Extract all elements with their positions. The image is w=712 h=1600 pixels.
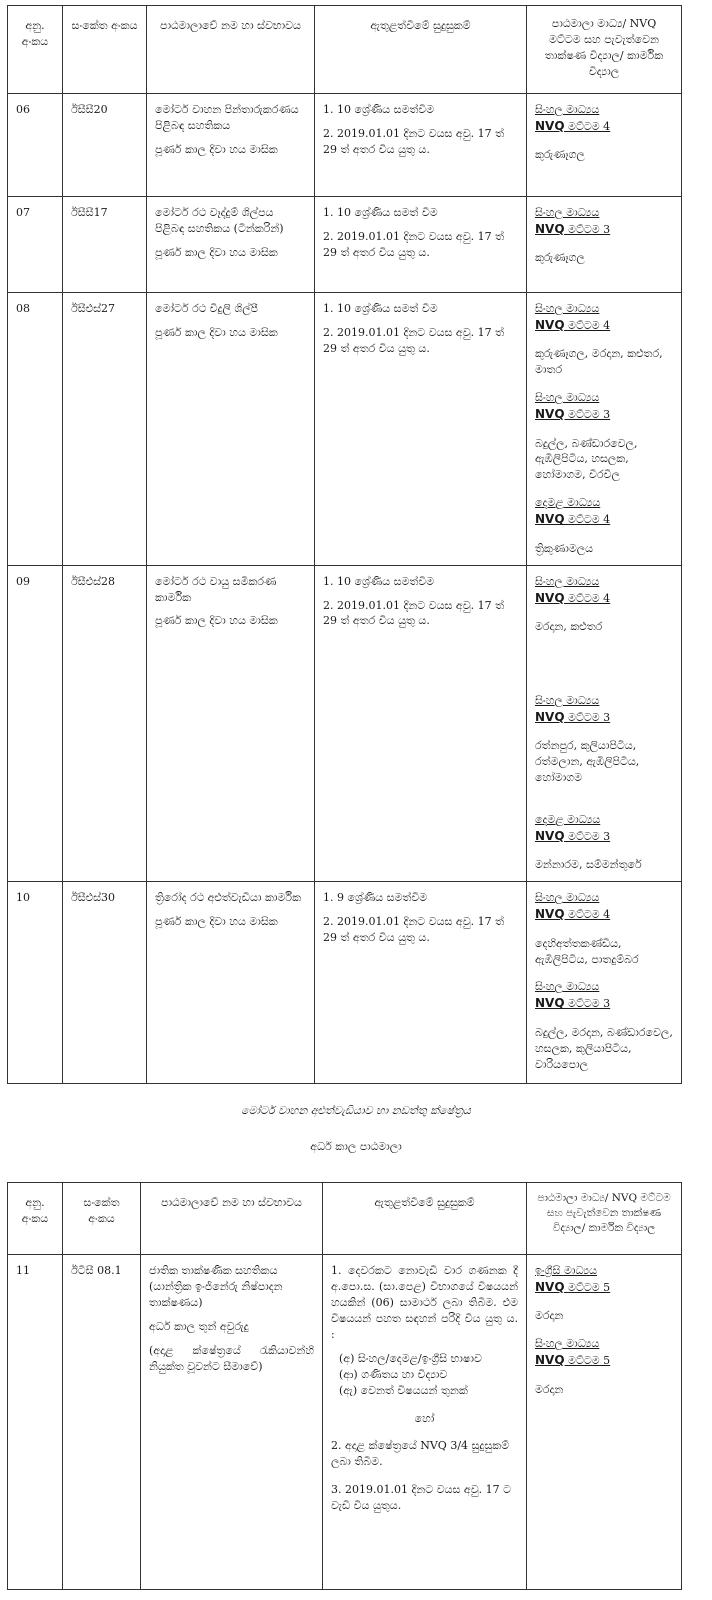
qualification-2: 2. 2019.01.01 දිනට වයස අවු. 17 ත් 29 ත් අතර විය යුතු ය. — [323, 229, 505, 259]
nvq-label: NVQ — [535, 1279, 565, 1294]
course-cell — [147, 293, 315, 566]
course-cell — [147, 197, 315, 293]
course-note: (අදාළ ක්ෂේත්‍රයේ රැකියාවන්හි නියුක්ත වූවන්ට සීමාවේ) — [149, 1343, 314, 1373]
nvq-label: NVQ — [535, 590, 565, 605]
qualifications-cell — [315, 94, 527, 197]
qualification-1b: (ආ) ගණිතය හා විද්‍යාව — [339, 1367, 448, 1381]
medium-label: සිංහල මාධ්‍යය — [535, 1337, 600, 1351]
medium-label: ඉංග්‍රීසි මාධ්‍යය — [535, 1264, 598, 1277]
course-name: ජාතික තාක්ෂණික සහතිකය (යාන්ත්‍රික ඉංජිනේරු නිෂ්පාදන තාක්ෂණය) — [149, 1264, 283, 1309]
medium-label: සිංහල මාධ්‍යය — [535, 206, 600, 219]
course-cell — [147, 565, 315, 882]
medium-cell — [527, 1255, 682, 1590]
nvq-level: මට්ටම 3 — [568, 408, 611, 422]
table-row — [8, 197, 682, 293]
header-medium: පාඨමාලා මාධ්‍ය/ NVQ මට්ටම සහ පැවැත්වෙන තාක්ෂණ විද්‍යාල/ කාර්මික විද්‍යාල — [527, 1183, 682, 1255]
nvq-label: NVQ — [535, 709, 565, 724]
medium-label: සිංහල මාධ්‍යය — [535, 302, 600, 315]
nvq-label: NVQ — [535, 1353, 565, 1368]
course-name: මෝටර් රථ විදුලි ශිල්පී — [155, 302, 259, 315]
qualification-1: 1. 10 ශ්‍රේණිය සමත්වීම — [323, 574, 435, 588]
college-list: මරදාන — [535, 1309, 564, 1323]
qualification-2: 2. අදාළ ක්ෂේත්‍රයේ NVQ 3/4 සුදුසුකම් ලබා තිබීම. — [331, 1439, 510, 1469]
nvq-level: මට්ටම 4 — [568, 513, 611, 527]
qualification-2: 2. 2019.01.01 දිනට වයස අවු. 17 ත් 29 ත් අතර විය යුතු ය. — [323, 325, 505, 355]
college-list: දෙහිඅත්තකණ්ඩිය, ඇඹිලිපිටිය, පාතදුම්බර — [535, 936, 639, 966]
table-row — [8, 565, 682, 882]
nvq-level: මට්ටම 4 — [568, 591, 611, 605]
table-row — [8, 882, 682, 1084]
or-label: හෝ — [414, 1411, 435, 1425]
row-no: 07 — [8, 197, 63, 293]
table-header-row — [8, 6, 682, 94]
nvq-level: මට්ටම 4 — [568, 119, 611, 133]
medium-cell — [527, 94, 682, 197]
row-no: 06 — [8, 94, 63, 197]
header-qualifications: ඇතුළත්වීමේ සුදුසුකම් — [323, 1183, 527, 1255]
nvq-level: මට්ටම 3 — [568, 997, 611, 1011]
college-list: මන්නාරම, සම්මන්තුරේ — [535, 858, 642, 872]
nvq-label: NVQ — [535, 221, 565, 236]
qualification-1: 1. දෙවරකට නොවැඩි වාර ගණනක දී අ.පො.ස. (සා.පෙළ) විභාගයේ විෂයයන් හයකින් (06) සාමාර්ථ ලබා තිබීම. එම විෂයයන් පහත සඳහන් පරිදි විය යුතු ය. : — [331, 1264, 518, 1341]
college-list: කුරුණෑගල — [535, 251, 585, 265]
medium-label: සිංහල මාධ්‍යය — [535, 391, 600, 405]
course-name: මෝටර් රථ වායු සමීකරණ කාර්මික — [155, 574, 277, 604]
qualification-3: 3. 2019.01.01 දිනට වයස අවු. 17 ට වැඩි විය යුතුය. — [331, 1483, 511, 1513]
nvq-level: මට්ටම 3 — [568, 829, 611, 843]
row-code: ඊසීසී17 — [63, 197, 147, 293]
course-type: පූර්ණ කාල දිවා හය මාසික — [155, 142, 278, 156]
qualifications-cell — [315, 565, 527, 882]
row-no: 10 — [8, 882, 63, 1084]
header-qualifications: ඇතුළත්වීමේ සුදුසුකම් — [315, 6, 527, 94]
nvq-label: NVQ — [535, 996, 565, 1011]
qualification-1: 1. 10 ශ්‍රේණිය සමත්වීම — [323, 103, 435, 116]
nvq-level: මට්ටම 4 — [568, 318, 611, 332]
course-name: ත්‍රිරෝද රථ අළුත්වැඩියා කාර්මික — [155, 891, 301, 905]
header-code: සංකේත අංකය — [63, 1183, 141, 1255]
medium-cell — [527, 197, 682, 293]
college-list: බදුල්ල, මරදාන, බණ්ඩාරවෙල, හසලක, කුලියාපිටිය, වාරියපොල — [535, 1025, 673, 1071]
qualifications-cell — [315, 293, 527, 566]
qualification-2: 2. 2019.01.01 දිනට වයස අවු. 17 ත් 29 ත් අතර විය යුතු ය. — [323, 915, 505, 945]
college-list: මරදාන, කළුතර — [535, 619, 603, 633]
qualifications-cell — [323, 1255, 527, 1590]
college-list: රත්නපුර, කුලියාපිටිය, රත්මලාන, ඇඹිලිපිටිය, හෝමාගම — [535, 739, 640, 785]
header-no: අනු. අංකය — [8, 6, 63, 94]
medium-label: දෙමළ මාධ්‍යය — [535, 496, 601, 510]
header-code: සංකේත අංකය — [63, 6, 147, 94]
row-code: ඊසීඑස්28 — [63, 565, 147, 882]
course-type: අර්ධ කාල තුන් අවුරුදු — [149, 1319, 249, 1333]
college-list: ත්‍රිකුණාමලය — [535, 541, 594, 555]
nvq-level: මට්ටම 3 — [568, 710, 611, 724]
table-row — [8, 293, 682, 566]
table-header-row — [8, 1183, 682, 1255]
qualification-2: 2. 2019.01.01 දිනට වයස අවු. 17 ත් 29 ත් අතර විය යුතු ය. — [323, 598, 505, 628]
course-type: පූර්ණ කාල දිවා හය මාසික — [155, 614, 278, 628]
course-cell — [141, 1255, 323, 1590]
header-medium: පාඨමාලා මාධ්‍ය/ NVQ මට්ටම සහ පැවැත්වෙන තාක්ෂණ විද්‍යාල/ කාර්මික විද්‍යාල — [527, 6, 682, 94]
college-list: කුරුණෑගල, මරදාන, කළුතර, මාතර — [535, 347, 663, 377]
table-row — [8, 1255, 682, 1590]
course-type: පූර්ණ කාල දිවා හය මාසික — [155, 245, 278, 259]
medium-label: සිංහල මාධ්‍යය — [535, 891, 600, 905]
nvq-label: NVQ — [535, 512, 565, 527]
college-list: කුරුණෑගල — [535, 148, 585, 162]
header-no: අනු. අංකය — [8, 1183, 63, 1255]
section-title: මෝටර් වාහන අළුත්වැඩියාව හා නඩත්තු ක්ෂේත්‍රය — [241, 1104, 471, 1117]
row-no: 08 — [8, 293, 63, 566]
college-list: මරදාන — [535, 1382, 564, 1396]
qualification-2: 2. 2019.01.01 දිනට වයස අවු. 17 ත් 29 ත් අතර විය යුතු ය. — [323, 126, 505, 156]
nvq-label: NVQ — [535, 907, 565, 922]
course-type: පූර්ණ කාල දිවා හය මාසික — [155, 325, 278, 339]
qualification-1: 1. 10 ශ්‍රේණිය සමත් වීම — [323, 302, 438, 315]
course-name: මෝටර් රථ වෑද්දුම් ශිල්පය පිළිබඳ සහතිකය (ටින්කරින්) — [155, 206, 284, 235]
nvq-label: NVQ — [535, 317, 565, 332]
qualification-1c: (ඇ) වෙනත් විෂයයන් තුනක් — [339, 1383, 468, 1397]
qualification-1: 1. 9 ශ්‍රේණිය සමත්වීම — [323, 891, 428, 905]
medium-cell — [527, 565, 682, 882]
nvq-label: NVQ — [535, 118, 565, 133]
courses-table-part-time — [7, 1182, 682, 1590]
nvq-label: NVQ — [535, 407, 565, 422]
row-code: ඊටීසී 08.1 — [63, 1255, 141, 1590]
row-code: ඊසීඑස්30 — [63, 882, 147, 1084]
nvq-level: මට්ටම 5 — [568, 1280, 611, 1294]
medium-label: සිංහල මාධ්‍යය — [535, 574, 600, 588]
course-name: මෝටර් වාහන පින්තාරුකරණය පිළිබඳ සහතිකය — [155, 103, 299, 132]
section-subtitle: අර්ධ කාල පාඨමාලා — [310, 1140, 402, 1153]
course-cell — [147, 882, 315, 1084]
nvq-level: මට්ටම 3 — [568, 222, 611, 236]
qualification-1: 1. 10 ශ්‍රේණිය සමත් වීම — [323, 206, 438, 219]
medium-cell — [527, 882, 682, 1084]
medium-label: සිංහල මාධ්‍යය — [535, 980, 600, 994]
course-type: පූර්ණ කාල දිවා හය මාසික — [155, 915, 278, 929]
row-code: ඊසීසී20 — [63, 94, 147, 197]
course-cell — [147, 94, 315, 197]
qualifications-cell — [315, 197, 527, 293]
college-list: බදුල්ල, බණ්ඩාරවෙල, ඇඹිලිපිටිය, හසලක, හෝමාගම, වීරවිල — [535, 436, 638, 482]
header-course: පාඨමාලාවේ නම හා ස්වභාවය — [147, 6, 315, 94]
header-course: පාඨමාලාවේ නම හා ස්වභාවය — [141, 1183, 323, 1255]
medium-cell — [527, 293, 682, 566]
medium-label: සිංහල මාධ්‍යය — [535, 693, 600, 707]
table-row — [8, 94, 682, 197]
medium-label: සිංහල මාධ්‍යය — [535, 103, 600, 116]
courses-table-full-time — [7, 5, 682, 1084]
nvq-level: මට්ටම 4 — [568, 908, 611, 922]
qualifications-cell — [315, 882, 527, 1084]
row-no: 11 — [8, 1255, 63, 1590]
qualification-1a: (අ) සිංහල/දෙමළ/ඉංග්‍රීසි භාෂාව — [339, 1351, 482, 1365]
row-no: 09 — [8, 565, 63, 882]
nvq-label: NVQ — [535, 828, 565, 843]
nvq-level: මට්ටම 5 — [568, 1354, 611, 1368]
row-code: ඊසීඑස්27 — [63, 293, 147, 566]
medium-label: දෙමළ මාධ්‍යය — [535, 813, 601, 827]
